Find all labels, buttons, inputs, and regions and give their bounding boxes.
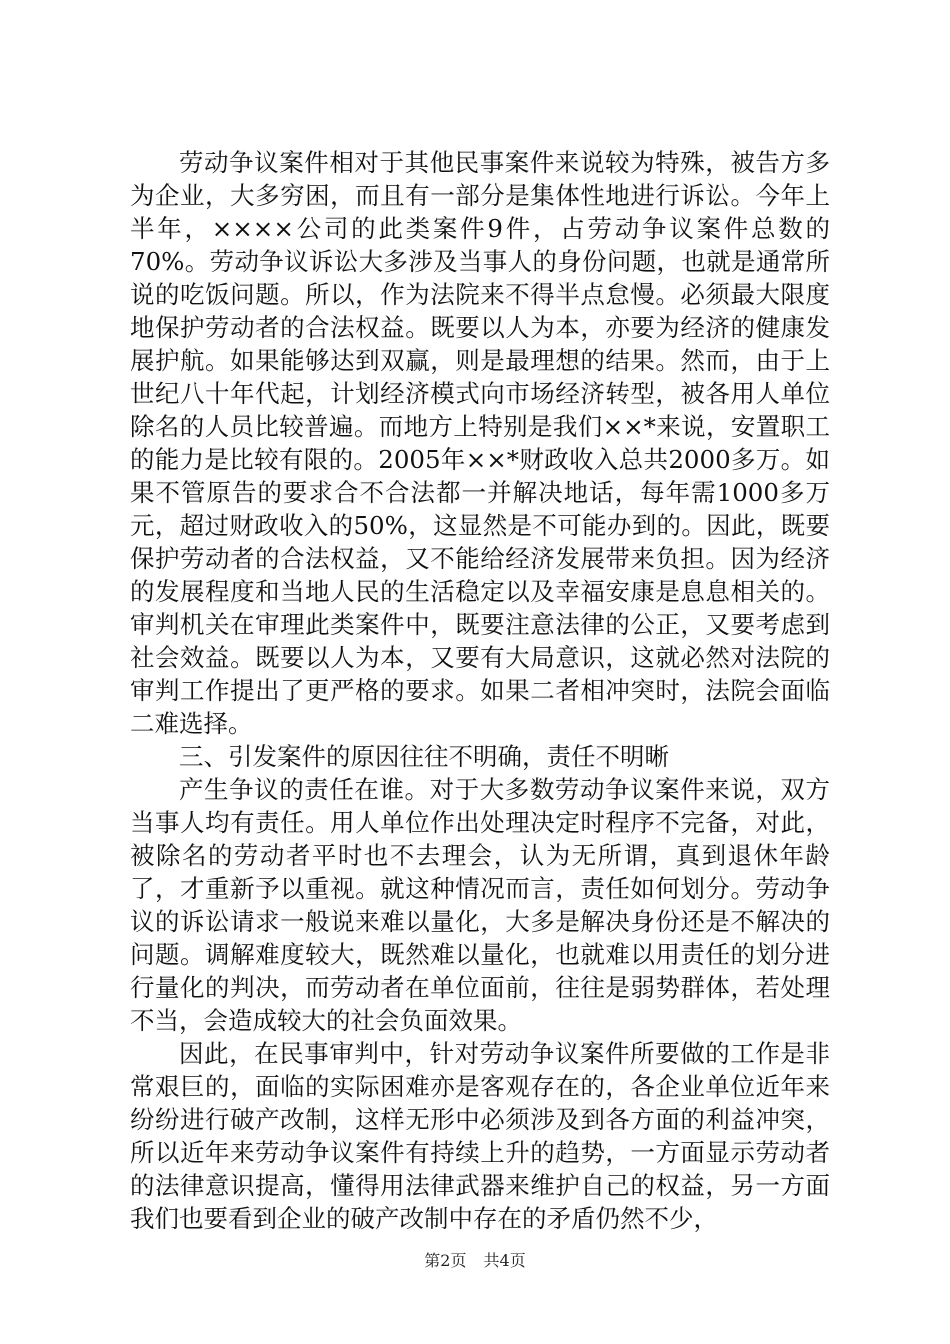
page-total: 共4页 <box>483 1251 526 1270</box>
page-number: 第2页 <box>424 1251 467 1270</box>
section-heading: 三、引发案件的原因往往不明确，责任不明晰 <box>179 742 669 771</box>
page-footer <box>0 1248 950 1271</box>
paragraph-3: 因此，在民事审判中，针对劳动争议案件所要做的工作是非常艰巨的，面临的实际困难亦是客观存在的，各企业单位近年来纷纷进行破产改制，这样无形中必须涉及到各方面的利益冲突，所以近年来劳动争议案件有持续上升的趋势，一方面显示劳动者的法律意识提高，懂得用法律武器来维护自己的权益，另一方面我们也要看到企业的破产改制中存在的矛盾仍然不少， <box>130 1039 830 1233</box>
paragraph-2: 产生争议的责任在谁。对于大多数劳动争议案件来说，双方当事人均有责任。用人单位作出处理决定时程序不完备，对此，被除名的劳动者平时也不去理会，认为无所谓，真到退休年龄了，才重新予以重视。就这种情况而言，责任如何划分。劳动争议的诉讼请求一般说来难以量化，大多是解决身份还是不解决的问题。调解难度较大，既然难以量化，也就难以用责任的划分进行量化的判决，而劳动者在单位面前，往往是弱势群体，若处理不当，会造成较大的社会负面效果。 <box>130 775 830 1035</box>
document-body <box>130 146 830 1235</box>
paragraph-1: 劳动争议案件相对于其他民事案件来说较为特殊，被告方多为企业，大多穷困，而且有一部分是集体性地进行诉讼。今年上半年，××××公司的此类案件9件，占劳动争议案件总数的70%。劳动争议诉讼大多涉及当事人的身份问题，也就是通常所说的吃饭问题。所以，作为法院来不得半点怠慢。必须最大限度地保护劳动者的合法权益。既要以人为本，亦要为经济的健康发展护航。如果能够达到双赢，则是最理想的结果。然而，由于上世纪八十年代起，计划经济模式向市场经济转型，被各用人单位除名的人员比较普遍。而地方上特别是我们××*来说，安置职工的能力是比较有限的。2005年××*财政收入总共2000多万。如果不管原告的要求合不合法都一并解决地话，每年需1000多万元，超过财政收入的50%，这显然是不可能办到的。因此，既要保护劳动者的合法权益，又不能给经济发展带来负担。因为经济的发展程度和当地人民的生活稳定以及幸福安康是息息相关的。审判机关在审理此类案件中，既要注意法律的公正，又要考虑到社会效益。既要以人为本，又要有大局意识，这就必然对法院的审判工作提出了更严格的要求。如果二者相冲突时，法院会面临二难选择。 <box>130 148 830 738</box>
